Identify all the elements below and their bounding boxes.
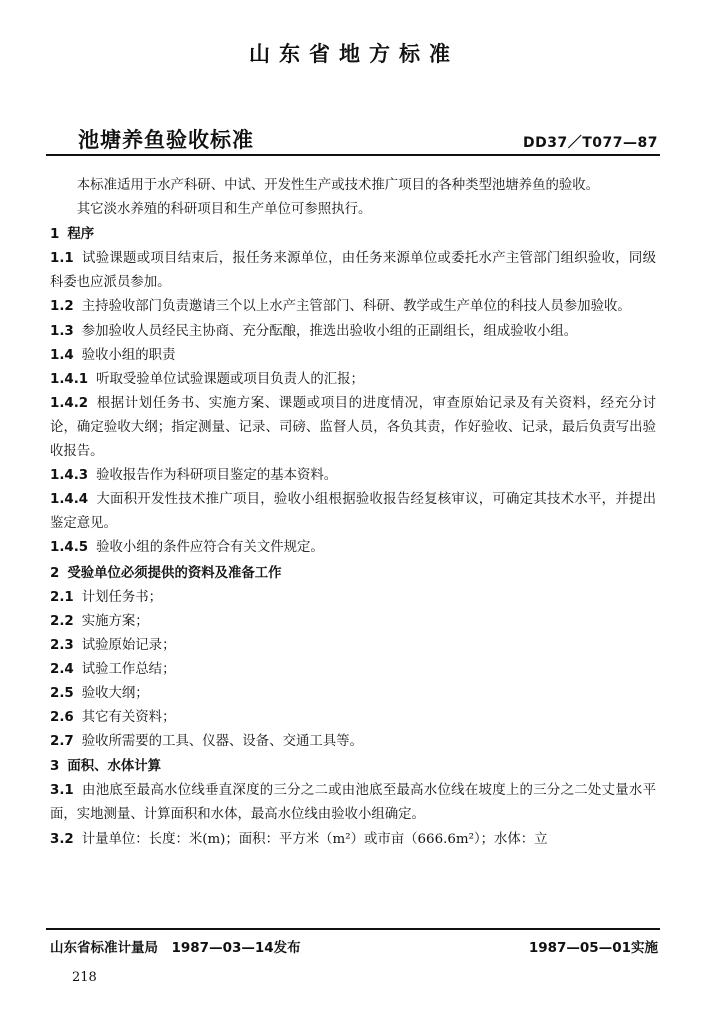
paragraph — [50, 488, 656, 536]
clause-number: 1.2 — [50, 299, 74, 315]
paragraph — [50, 610, 656, 634]
paragraph-text: 试验工作总结； — [81, 661, 176, 677]
clause-number: 3.2 — [50, 831, 74, 847]
clause-number: 1.4.1 — [50, 371, 89, 387]
paragraph — [50, 198, 656, 222]
paragraph — [50, 174, 656, 198]
paragraph-text: 实施方案； — [81, 613, 149, 629]
clause-number: 1.4 — [50, 347, 74, 363]
paragraph-text: 试验课题或项目结束后，报任务来源单位，由任务来源单位或委托水产主管部门组织验收，同级科委也应派员参加。 — [50, 251, 656, 291]
paragraph — [50, 828, 656, 852]
paragraph-text: 参加验收人员经民主协商、充分酝酿，推选出验收小组的正副组长，组成验收小组。 — [81, 323, 578, 339]
paragraph-text: 听取受验单位试验课题或项目负责人的汇报； — [96, 371, 364, 387]
paragraph-text: 计划任务书； — [81, 589, 163, 605]
paragraph-text: 受验单位必须提供的资料及准备工作 — [67, 564, 282, 581]
paragraph — [50, 536, 656, 560]
paragraph — [50, 247, 656, 295]
paragraph — [50, 464, 656, 488]
clause-number: 2.6 — [50, 710, 74, 726]
clause-number: 2.3 — [50, 637, 74, 653]
paragraph — [50, 392, 656, 464]
paragraph-text: 计量单位：长度：米(m)；面积：平方米（m²）或市亩（666.6m²）；水体：立 — [81, 831, 548, 847]
paragraph — [50, 368, 656, 392]
title-rule — [46, 154, 660, 156]
publish-info: 山东省标准计量局 1987—03—14发布 — [50, 940, 301, 956]
footer-rule — [46, 928, 660, 930]
standard-code: DD37／T077—87 — [523, 135, 658, 151]
paragraph-text: 验收大纲； — [81, 685, 149, 701]
paragraph — [50, 344, 656, 368]
paragraph — [50, 586, 656, 610]
effective-date: 1987—05—01实施 — [528, 940, 658, 956]
clause-number: 2.4 — [50, 661, 74, 677]
page-number: 218 — [72, 970, 97, 985]
clause-number: 3 — [50, 759, 60, 775]
paragraph-text: 面积、水体计算 — [67, 758, 162, 775]
paragraph — [50, 779, 656, 827]
clause-number: 1.4.2 — [50, 395, 89, 411]
paragraph-text: 验收所需要的工具、仪器、设备、交通工具等。 — [81, 734, 363, 750]
paragraph — [50, 730, 656, 754]
clause-number: 2.2 — [50, 613, 74, 629]
paragraph — [50, 754, 656, 779]
paragraph-text: 大面积开发性技术推广项目，验收小组根据验收报告经复核审议，可确定其技术水平，并提出鉴定意见。 — [50, 492, 656, 532]
paragraph — [50, 706, 656, 730]
paragraph — [50, 561, 656, 586]
paragraph-text: 验收报告作为科研项目鉴定的基本资料。 — [96, 468, 338, 484]
paragraph-text: 验收小组的职责 — [81, 347, 176, 363]
clause-number: 1.3 — [50, 323, 74, 339]
clause-number: 3.1 — [50, 783, 74, 799]
paragraph-text: 程序 — [67, 226, 95, 243]
paragraph-text: 验收小组的条件应符合有关文件规定。 — [96, 540, 324, 556]
paragraph-text: 主持验收部门负责邀请三个以上水产主管部门、科研、教学或生产单位的科技人员参加验收。 — [81, 299, 631, 315]
paragraph — [50, 295, 656, 319]
paragraph — [50, 634, 656, 658]
paragraph-text: 其它有关资料； — [81, 710, 176, 726]
clause-number: 1.4.3 — [50, 468, 89, 484]
clause-number: 2 — [50, 565, 60, 581]
paragraph-text: 本标准适用于水产科研、中试、开发性生产或技术推广项目的各种类型池塘养鱼的验收。 — [76, 178, 600, 193]
paragraph-text: 其它淡水养殖的科研项目和生产单位可参照执行。 — [76, 202, 372, 218]
paragraph — [50, 682, 656, 706]
paragraph-text: 由池底至最高水位线垂直深度的三分之二或由池底至最高水位线在坡度上的三分之二处丈量水平面，实地测量、计算面积和水体，最高水位线由验收小组确定。 — [50, 783, 656, 823]
paragraph — [50, 320, 656, 344]
clause-number: 2.5 — [50, 685, 74, 701]
paragraph — [50, 222, 656, 247]
paragraph — [50, 658, 656, 682]
standard-title: 池塘养鱼验收标准 — [78, 128, 254, 152]
clause-number: 1.4.5 — [50, 540, 89, 556]
clause-number: 2.7 — [50, 734, 74, 750]
document-body — [50, 174, 656, 852]
clause-number: 1.1 — [50, 251, 74, 267]
paragraph-text: 试验原始记录； — [81, 637, 176, 653]
clause-number: 2.1 — [50, 589, 74, 605]
document-header: 山东省地方标准 — [249, 42, 459, 66]
clause-number: 1 — [50, 227, 60, 243]
paragraph-text: 根据计划任务书、实施方案、课题或项目的进度情况，审查原始记录及有关资料，经充分讨论，确定验收大纲；指定测量、记录、司磅、监督人员，各负其责，作好验收、记录，最后负责写出验收报告。 — [50, 395, 656, 460]
clause-number: 1.4.4 — [50, 492, 89, 508]
